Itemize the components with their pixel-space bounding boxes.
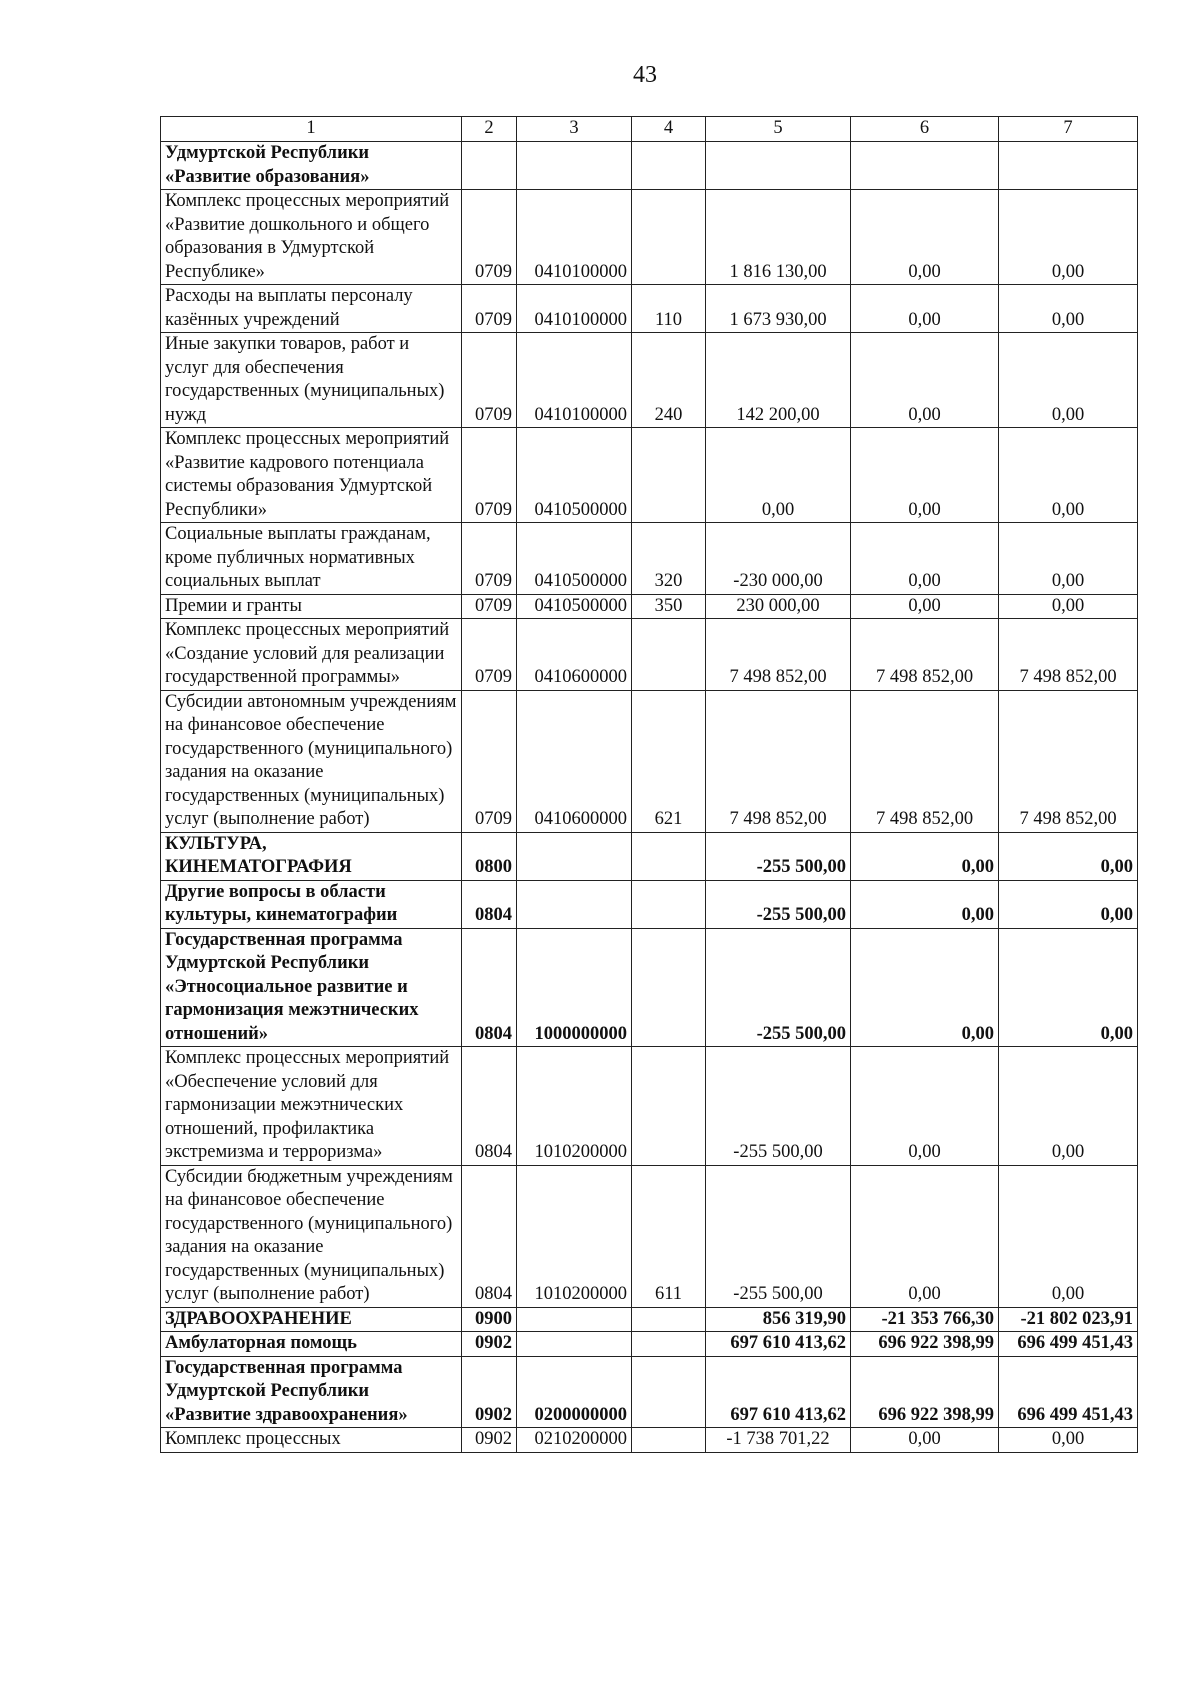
row-section: 0709 (462, 523, 517, 595)
row-name: Субсидии автономным учреждениям на финансовое обеспечение государственного (муниципального) задания на оказание государственных (муниципальных) услуг (выполнение работ) (161, 690, 462, 832)
row-expense-type (632, 880, 706, 928)
row-name: КУЛЬТУРА, КИНЕМАТОГРАФИЯ (161, 832, 462, 880)
row-expense-type (632, 1307, 706, 1332)
row-name: Комплекс процессных мероприятий «Развитие дошкольного и общего образования в Удмуртской Республике» (161, 190, 462, 285)
row-section: 0709 (462, 285, 517, 333)
column-header-3: 3 (517, 117, 632, 142)
row-amount-col6: 7 498 852,00 (851, 619, 999, 691)
row-amount-col5: -255 500,00 (706, 1047, 851, 1166)
row-amount-col6: 0,00 (851, 880, 999, 928)
row-amount-col5: -255 500,00 (706, 880, 851, 928)
column-header-4: 4 (632, 117, 706, 142)
table-row (161, 142, 1138, 190)
row-section: 0804 (462, 1165, 517, 1307)
row-target-code (517, 1332, 632, 1357)
row-expense-type (632, 190, 706, 285)
row-target-code: 0410500000 (517, 428, 632, 523)
row-target-code: 0410500000 (517, 523, 632, 595)
row-amount-col7: 0,00 (999, 832, 1138, 880)
row-amount-col6: 0,00 (851, 928, 999, 1047)
page-number: 43 (633, 62, 657, 88)
row-name: Субсидии бюджетным учреждениям на финансовое обеспечение государственного (муниципального) задания на оказание государственных (муниципальных) услуг (выполнение работ) (161, 1165, 462, 1307)
row-target-code (517, 880, 632, 928)
row-target-code: 0410600000 (517, 619, 632, 691)
row-amount-col7: 7 498 852,00 (999, 619, 1138, 691)
row-target-code: 1010200000 (517, 1165, 632, 1307)
row-expense-type (632, 1332, 706, 1357)
row-section: 0709 (462, 690, 517, 832)
row-amount-col5: 7 498 852,00 (706, 619, 851, 691)
row-amount-col6: 0,00 (851, 1428, 999, 1453)
row-amount-col7 (999, 142, 1138, 190)
row-amount-col5: 856 319,90 (706, 1307, 851, 1332)
row-target-code: 0200000000 (517, 1356, 632, 1428)
row-target-code: 0210200000 (517, 1428, 632, 1453)
row-amount-col6: 7 498 852,00 (851, 690, 999, 832)
row-amount-col5 (706, 142, 851, 190)
row-name: Комплекс процессных мероприятий «Обеспечение условий для гармонизации межэтнических отношений, профилактика экстремизма и терроризма» (161, 1047, 462, 1166)
row-amount-col7: 0,00 (999, 190, 1138, 285)
row-amount-col7: -21 802 023,91 (999, 1307, 1138, 1332)
row-amount-col5: 697 610 413,62 (706, 1332, 851, 1357)
row-section: 0902 (462, 1428, 517, 1453)
column-header-6: 6 (851, 117, 999, 142)
row-amount-col5: 142 200,00 (706, 333, 851, 428)
table-row (161, 1047, 1138, 1166)
row-target-code: 1010200000 (517, 1047, 632, 1166)
row-name: Амбулаторная помощь (161, 1332, 462, 1357)
row-amount-col5: 1 816 130,00 (706, 190, 851, 285)
row-target-code: 0410100000 (517, 285, 632, 333)
row-amount-col5: -230 000,00 (706, 523, 851, 595)
row-name: Социальные выплаты гражданам, кроме публичных нормативных социальных выплат (161, 523, 462, 595)
row-name: ЗДРАВООХРАНЕНИЕ (161, 1307, 462, 1332)
row-name: Расходы на выплаты персоналу казённых учреждений (161, 285, 462, 333)
column-header-2: 2 (462, 117, 517, 142)
row-section: 0804 (462, 928, 517, 1047)
row-section (462, 142, 517, 190)
row-amount-col7: 0,00 (999, 333, 1138, 428)
row-amount-col6: 0,00 (851, 333, 999, 428)
row-section: 0902 (462, 1356, 517, 1428)
row-expense-type (632, 1047, 706, 1166)
row-amount-col7: 0,00 (999, 523, 1138, 595)
row-expense-type (632, 832, 706, 880)
table-row (161, 428, 1138, 523)
row-amount-col6: 0,00 (851, 832, 999, 880)
table-row (161, 190, 1138, 285)
row-amount-col6: 0,00 (851, 1047, 999, 1166)
table-row (161, 1356, 1138, 1428)
row-amount-col7: 0,00 (999, 285, 1138, 333)
row-expense-type (632, 428, 706, 523)
row-amount-col6: -21 353 766,30 (851, 1307, 999, 1332)
row-target-code: 0410100000 (517, 333, 632, 428)
row-amount-col7: 0,00 (999, 1047, 1138, 1166)
row-section: 0902 (462, 1332, 517, 1357)
row-expense-type (632, 1356, 706, 1428)
row-section: 0709 (462, 428, 517, 523)
row-amount-col5: -255 500,00 (706, 832, 851, 880)
row-name: Государственная программа Удмуртской Республики «Этносоциальное развитие и гармонизация межэтнических отношений» (161, 928, 462, 1047)
column-header-7: 7 (999, 117, 1138, 142)
column-number-header (161, 117, 1138, 142)
table-row (161, 690, 1138, 832)
row-amount-col6: 0,00 (851, 1165, 999, 1307)
column-header-1: 1 (161, 117, 462, 142)
row-amount-col5: 1 673 930,00 (706, 285, 851, 333)
row-amount-col6: 696 922 398,99 (851, 1356, 999, 1428)
row-amount-col5: -255 500,00 (706, 1165, 851, 1307)
table-row (161, 594, 1138, 619)
row-expense-type: 320 (632, 523, 706, 595)
row-expense-type: 621 (632, 690, 706, 832)
row-amount-col5: 0,00 (706, 428, 851, 523)
row-amount-col5: 697 610 413,62 (706, 1356, 851, 1428)
row-amount-col7: 0,00 (999, 428, 1138, 523)
row-amount-col7: 0,00 (999, 1428, 1138, 1453)
row-amount-col7: 696 499 451,43 (999, 1332, 1138, 1357)
table-row (161, 619, 1138, 691)
row-name: Иные закупки товаров, работ и услуг для обеспечения государственных (муниципальных) нужд (161, 333, 462, 428)
table-row (161, 1332, 1138, 1357)
table-row (161, 832, 1138, 880)
row-amount-col6: 0,00 (851, 285, 999, 333)
row-amount-col6: 0,00 (851, 428, 999, 523)
row-amount-col6 (851, 142, 999, 190)
row-name: Премии и гранты (161, 594, 462, 619)
table-row (161, 1307, 1138, 1332)
row-amount-col6: 0,00 (851, 190, 999, 285)
row-amount-col7: 696 499 451,43 (999, 1356, 1138, 1428)
table-row (161, 1428, 1138, 1453)
row-section: 0900 (462, 1307, 517, 1332)
row-expense-type (632, 142, 706, 190)
row-name: Комплекс процессных мероприятий «Развитие кадрового потенциала системы образования Удмуртской Республики» (161, 428, 462, 523)
table-row (161, 523, 1138, 595)
row-target-code: 0410100000 (517, 190, 632, 285)
row-expense-type (632, 619, 706, 691)
column-header-5: 5 (706, 117, 851, 142)
row-section: 0709 (462, 594, 517, 619)
row-amount-col7: 0,00 (999, 928, 1138, 1047)
row-amount-col5: -255 500,00 (706, 928, 851, 1047)
table-row (161, 1165, 1138, 1307)
row-amount-col7: 0,00 (999, 880, 1138, 928)
row-amount-col7: 0,00 (999, 594, 1138, 619)
row-target-code (517, 832, 632, 880)
table-row (161, 880, 1138, 928)
row-amount-col6: 0,00 (851, 594, 999, 619)
row-section: 0709 (462, 333, 517, 428)
row-section: 0709 (462, 619, 517, 691)
row-name: Другие вопросы в области культуры, кинематографии (161, 880, 462, 928)
row-expense-type: 110 (632, 285, 706, 333)
row-expense-type: 240 (632, 333, 706, 428)
row-expense-type: 350 (632, 594, 706, 619)
row-name: Комплекс процессных (161, 1428, 462, 1453)
row-expense-type (632, 928, 706, 1047)
row-section: 0804 (462, 1047, 517, 1166)
table-row (161, 928, 1138, 1047)
row-expense-type: 611 (632, 1165, 706, 1307)
row-section: 0709 (462, 190, 517, 285)
table-row (161, 285, 1138, 333)
row-amount-col5: 7 498 852,00 (706, 690, 851, 832)
row-section: 0800 (462, 832, 517, 880)
row-section: 0804 (462, 880, 517, 928)
row-amount-col5: -1 738 701,22 (706, 1428, 851, 1453)
row-target-code: 0410500000 (517, 594, 632, 619)
row-target-code: 0410600000 (517, 690, 632, 832)
row-target-code: 1000000000 (517, 928, 632, 1047)
budget-table (160, 116, 1138, 1453)
row-target-code (517, 142, 632, 190)
row-amount-col7: 0,00 (999, 1165, 1138, 1307)
row-target-code (517, 1307, 632, 1332)
row-amount-col7: 7 498 852,00 (999, 690, 1138, 832)
row-expense-type (632, 1428, 706, 1453)
row-amount-col6: 0,00 (851, 523, 999, 595)
table-row (161, 333, 1138, 428)
row-name: Государственная программа Удмуртской Республики «Развитие здравоохранения» (161, 1356, 462, 1428)
row-amount-col5: 230 000,00 (706, 594, 851, 619)
row-name: Удмуртской Республики «Развитие образования» (161, 142, 462, 190)
row-name: Комплекс процессных мероприятий «Создание условий для реализации государственной программы» (161, 619, 462, 691)
row-amount-col6: 696 922 398,99 (851, 1332, 999, 1357)
